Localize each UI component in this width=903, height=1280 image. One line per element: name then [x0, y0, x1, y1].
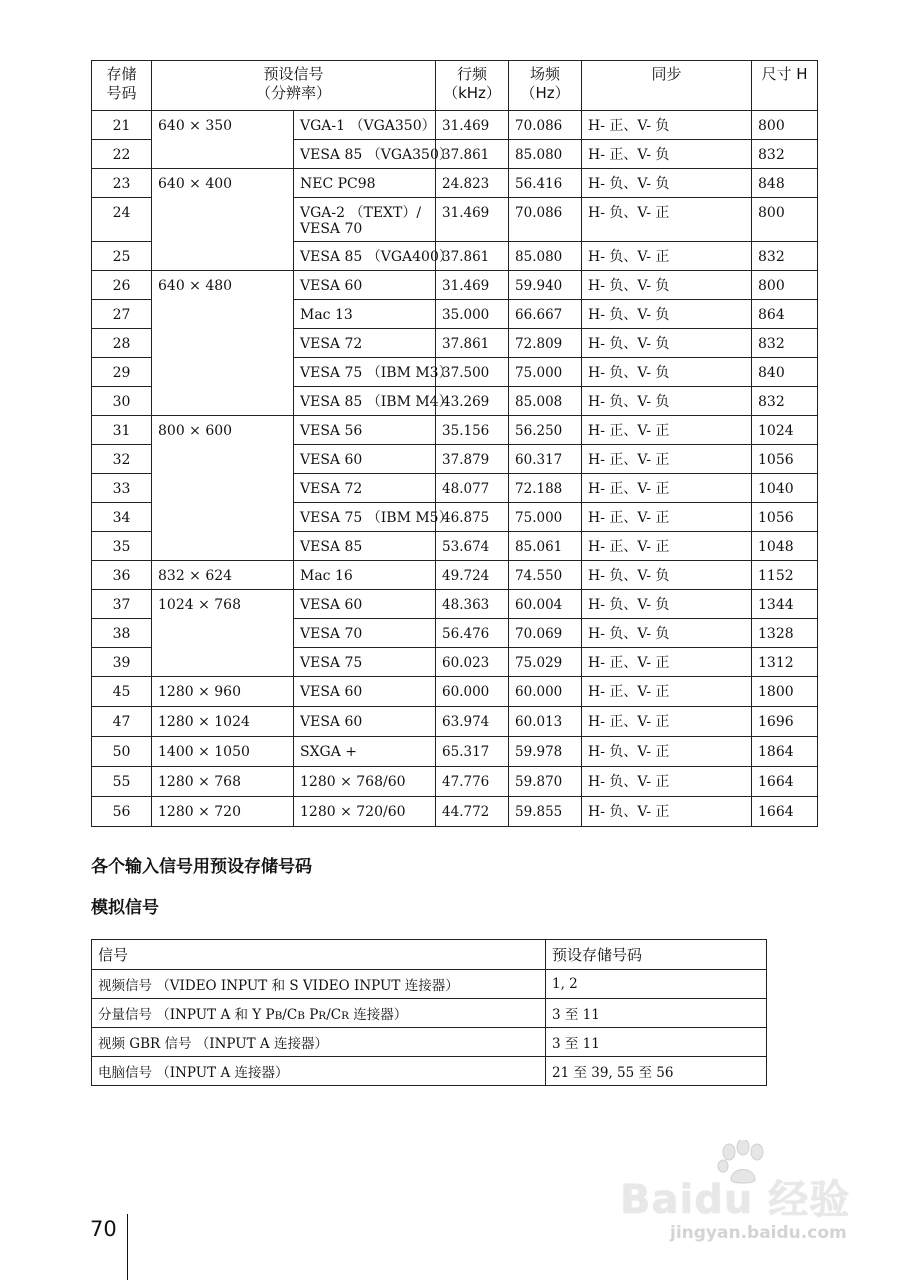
- signal-mode-cell: VESA 60: [294, 590, 436, 619]
- signal-mode-cell: VESA 60: [294, 271, 436, 300]
- v-frequency-cell: 56.250: [509, 416, 582, 445]
- table-row: [92, 590, 818, 619]
- signal-text: /C: [326, 1007, 342, 1023]
- header-preset-memory: 预设存储号码: [546, 940, 767, 970]
- signal-mode-cell: VESA 70: [294, 619, 436, 648]
- memory-number-cell: 25: [92, 242, 152, 271]
- baidu-watermark: [620, 1140, 880, 1250]
- memory-number-cell: 21: [92, 111, 152, 140]
- signal-text: /C: [282, 1007, 298, 1023]
- v-frequency-cell: 60.317: [509, 445, 582, 474]
- v-frequency-cell: 59.870: [509, 767, 582, 797]
- v-frequency-cell: 75.000: [509, 358, 582, 387]
- size-h-cell: 800: [752, 271, 818, 300]
- signal-mode-cell: VESA 60: [294, 445, 436, 474]
- header-sync: 同步: [582, 61, 752, 111]
- signal-text: P: [304, 1007, 319, 1023]
- signal-subscript: R: [318, 1010, 327, 1022]
- page-number: 70: [90, 1217, 117, 1241]
- signal-mode-cell: 1280 × 720/60: [294, 797, 436, 827]
- sync-cell: H- 负、V- 正: [582, 797, 752, 827]
- signal-text: 分量信号 （INPUT A 和 Y P: [98, 1007, 275, 1023]
- v-frequency-cell: 70.086: [509, 198, 582, 242]
- size-h-cell: 1048: [752, 532, 818, 561]
- header-memory-number: 存储 号码: [92, 61, 152, 111]
- table-row: [92, 561, 818, 590]
- h-frequency-cell: 53.674: [436, 532, 509, 561]
- size-h-cell: 1312: [752, 648, 818, 677]
- table-row: [92, 999, 767, 1028]
- v-frequency-cell: 74.550: [509, 561, 582, 590]
- signal-cell: [92, 999, 546, 1028]
- h-frequency-cell: 31.469: [436, 271, 509, 300]
- header-size-h: 尺寸 H: [752, 61, 818, 111]
- sync-cell: H- 负、V- 负: [582, 387, 752, 416]
- size-h-cell: 832: [752, 140, 818, 169]
- resolution-cell: 1400 × 1050: [152, 737, 294, 767]
- v-frequency-cell: 70.069: [509, 619, 582, 648]
- sync-cell: H- 正、V- 正: [582, 648, 752, 677]
- size-h-cell: 1864: [752, 737, 818, 767]
- h-frequency-cell: 37.879: [436, 445, 509, 474]
- sync-cell: H- 负、V- 负: [582, 300, 752, 329]
- sync-cell: H- 负、V- 正: [582, 737, 752, 767]
- v-frequency-cell: 59.940: [509, 271, 582, 300]
- header-v-frequency: 场频 （Hz）: [509, 61, 582, 111]
- size-h-cell: 1664: [752, 767, 818, 797]
- sync-cell: H- 正、V- 正: [582, 532, 752, 561]
- v-frequency-cell: 66.667: [509, 300, 582, 329]
- h-frequency-cell: 48.363: [436, 590, 509, 619]
- h-frequency-cell: 60.000: [436, 677, 509, 707]
- size-h-cell: 1152: [752, 561, 818, 590]
- size-h-cell: 832: [752, 387, 818, 416]
- memory-number-cell: 23: [92, 169, 152, 198]
- sync-cell: H- 正、V- 正: [582, 416, 752, 445]
- memory-number-cell: 36: [92, 561, 152, 590]
- memory-number-cell: 30: [92, 387, 152, 416]
- section-heading-analog-signal: 模拟信号: [91, 898, 159, 918]
- resolution-cell: 1280 × 768: [152, 767, 294, 797]
- size-h-cell: 800: [752, 111, 818, 140]
- signal-mode-cell: VESA 75 （IBM M5）: [294, 503, 436, 532]
- h-frequency-cell: 37.500: [436, 358, 509, 387]
- v-frequency-cell: 85.080: [509, 140, 582, 169]
- signal-subscript: B: [274, 1010, 283, 1022]
- h-frequency-cell: 65.317: [436, 737, 509, 767]
- preset-signal-table: [91, 60, 818, 827]
- resolution-cell: 640 × 480: [152, 271, 294, 416]
- watermark-url: jingyan.baidu.com: [670, 1223, 847, 1243]
- table-row: [92, 707, 818, 737]
- h-frequency-cell: 31.469: [436, 198, 509, 242]
- h-frequency-cell: 56.476: [436, 619, 509, 648]
- h-frequency-cell: 47.776: [436, 767, 509, 797]
- sync-cell: H- 负、V- 负: [582, 358, 752, 387]
- table-row: [92, 737, 818, 767]
- v-frequency-cell: 59.855: [509, 797, 582, 827]
- watermark-brand: Baidu 经验: [620, 1177, 851, 1223]
- sync-cell: H- 负、V- 负: [582, 590, 752, 619]
- v-frequency-cell: 75.000: [509, 503, 582, 532]
- resolution-cell: 1280 × 1024: [152, 707, 294, 737]
- memory-number-cell: 47: [92, 707, 152, 737]
- memory-cell: 1, 2: [546, 970, 767, 999]
- memory-number-cell: 32: [92, 445, 152, 474]
- memory-number-cell: 37: [92, 590, 152, 619]
- v-frequency-cell: 70.086: [509, 111, 582, 140]
- sync-cell: H- 正、V- 正: [582, 707, 752, 737]
- signal-mode-cell: VESA 85 （VGA350）: [294, 140, 436, 169]
- size-h-cell: 1056: [752, 445, 818, 474]
- size-h-cell: 1040: [752, 474, 818, 503]
- v-frequency-cell: 60.000: [509, 677, 582, 707]
- table-row: [92, 1057, 767, 1086]
- sync-cell: H- 负、V- 负: [582, 169, 752, 198]
- size-h-cell: 864: [752, 300, 818, 329]
- v-frequency-cell: 60.004: [509, 590, 582, 619]
- h-frequency-cell: 49.724: [436, 561, 509, 590]
- page-number-rule: [127, 1214, 128, 1280]
- memory-cell: 21 至 39, 55 至 56: [546, 1057, 767, 1086]
- section-heading-input-presets: 各个输入信号用预设存储号码: [91, 857, 312, 877]
- h-frequency-cell: 43.269: [436, 387, 509, 416]
- size-h-cell: 1328: [752, 619, 818, 648]
- size-h-cell: 1800: [752, 677, 818, 707]
- memory-number-cell: 45: [92, 677, 152, 707]
- h-frequency-cell: 37.861: [436, 329, 509, 358]
- v-frequency-cell: 72.809: [509, 329, 582, 358]
- resolution-cell: 832 × 624: [152, 561, 294, 590]
- size-h-cell: 800: [752, 198, 818, 242]
- sync-cell: H- 正、V- 负: [582, 111, 752, 140]
- v-frequency-cell: 59.978: [509, 737, 582, 767]
- signal-cell: 视频信号 （VIDEO INPUT 和 S VIDEO INPUT 连接器）: [92, 970, 546, 999]
- sync-cell: H- 正、V- 正: [582, 474, 752, 503]
- memory-number-cell: 34: [92, 503, 152, 532]
- table-row: [92, 271, 818, 300]
- signal-mode-cell: Mac 13: [294, 300, 436, 329]
- h-frequency-cell: 37.861: [436, 242, 509, 271]
- h-frequency-cell: 44.772: [436, 797, 509, 827]
- signal-cell: 视频 GBR 信号 （INPUT A 连接器）: [92, 1028, 546, 1057]
- signal-mode-cell: VESA 72: [294, 474, 436, 503]
- h-frequency-cell: 31.469: [436, 111, 509, 140]
- size-h-cell: 1344: [752, 590, 818, 619]
- signal-mode-cell: 1280 × 768/60: [294, 767, 436, 797]
- size-h-cell: 848: [752, 169, 818, 198]
- signal-mode-cell: VESA 85 （IBM M4）: [294, 387, 436, 416]
- table-row: [92, 169, 818, 198]
- table-row: [92, 767, 818, 797]
- size-h-cell: 1664: [752, 797, 818, 827]
- sync-cell: H- 负、V- 负: [582, 329, 752, 358]
- h-frequency-cell: 63.974: [436, 707, 509, 737]
- h-frequency-cell: 60.023: [436, 648, 509, 677]
- signal-mode-cell: VESA 85: [294, 532, 436, 561]
- signal-mode-cell: VESA 72: [294, 329, 436, 358]
- v-frequency-cell: 85.080: [509, 242, 582, 271]
- memory-number-cell: 26: [92, 271, 152, 300]
- sync-cell: H- 负、V- 正: [582, 242, 752, 271]
- memory-number-cell: 50: [92, 737, 152, 767]
- resolution-cell: 1280 × 720: [152, 797, 294, 827]
- v-frequency-cell: 72.188: [509, 474, 582, 503]
- size-h-cell: 1056: [752, 503, 818, 532]
- memory-number-cell: 29: [92, 358, 152, 387]
- v-frequency-cell: 56.416: [509, 169, 582, 198]
- v-frequency-cell: 85.061: [509, 532, 582, 561]
- signal-mode-cell: VESA 56: [294, 416, 436, 445]
- v-frequency-cell: 75.029: [509, 648, 582, 677]
- table-row: [92, 970, 767, 999]
- sync-cell: H- 负、V- 负: [582, 619, 752, 648]
- signal-mode-cell: VESA 75 （IBM M3）: [294, 358, 436, 387]
- table-row: [92, 1028, 767, 1057]
- size-h-cell: 1024: [752, 416, 818, 445]
- signal-mode-cell: NEC PC98: [294, 169, 436, 198]
- table-row: [92, 111, 818, 140]
- memory-cell: 3 至 11: [546, 999, 767, 1028]
- sync-cell: H- 正、V- 负: [582, 140, 752, 169]
- memory-number-cell: 38: [92, 619, 152, 648]
- memory-cell: 3 至 11: [546, 1028, 767, 1057]
- signal-mode-cell: VESA 60: [294, 707, 436, 737]
- size-h-cell: 840: [752, 358, 818, 387]
- memory-number-cell: 22: [92, 140, 152, 169]
- h-frequency-cell: 48.077: [436, 474, 509, 503]
- memory-number-cell: 33: [92, 474, 152, 503]
- v-frequency-cell: 60.013: [509, 707, 582, 737]
- size-h-cell: 1696: [752, 707, 818, 737]
- sync-cell: H- 负、V- 正: [582, 767, 752, 797]
- signal-mode-cell: SXGA +: [294, 737, 436, 767]
- header-preset-signal: 预设信号 （分辨率）: [152, 61, 436, 111]
- header-h-frequency: 行频 （kHz）: [436, 61, 509, 111]
- sync-cell: H- 正、V- 正: [582, 503, 752, 532]
- signal-mode-cell: VESA 85 （VGA400）: [294, 242, 436, 271]
- signal-mode-cell: VGA-1 （VGA350）: [294, 111, 436, 140]
- h-frequency-cell: 37.861: [436, 140, 509, 169]
- header-signal: 信号: [92, 940, 546, 970]
- h-frequency-cell: 35.156: [436, 416, 509, 445]
- sync-cell: H- 负、V- 负: [582, 271, 752, 300]
- signal-mode-cell: Mac 16: [294, 561, 436, 590]
- resolution-cell: 640 × 350: [152, 111, 294, 169]
- resolution-cell: 1280 × 960: [152, 677, 294, 707]
- signal-subscript: B: [297, 1010, 305, 1022]
- memory-number-cell: 55: [92, 767, 152, 797]
- memory-number-cell: 56: [92, 797, 152, 827]
- resolution-cell: 1024 × 768: [152, 590, 294, 677]
- sync-cell: H- 正、V- 正: [582, 677, 752, 707]
- memory-number-cell: 24: [92, 198, 152, 242]
- table-row: [92, 677, 818, 707]
- memory-number-cell: 35: [92, 532, 152, 561]
- table-row: [92, 797, 818, 827]
- v-frequency-cell: 85.008: [509, 387, 582, 416]
- signal-mode-cell: VGA-2 （TEXT）/ VESA 70: [294, 198, 436, 242]
- h-frequency-cell: 46.875: [436, 503, 509, 532]
- sync-cell: H- 负、V- 负: [582, 561, 752, 590]
- signal-subscript: R: [341, 1010, 349, 1022]
- sync-cell: H- 正、V- 正: [582, 445, 752, 474]
- signal-mode-cell: VESA 75: [294, 648, 436, 677]
- memory-number-cell: 31: [92, 416, 152, 445]
- resolution-cell: 800 × 600: [152, 416, 294, 561]
- memory-number-cell: 28: [92, 329, 152, 358]
- resolution-cell: 640 × 400: [152, 169, 294, 271]
- sync-cell: H- 负、V- 正: [582, 198, 752, 242]
- input-signal-table: [91, 939, 767, 1086]
- signal-text: 连接器）: [348, 1007, 408, 1023]
- h-frequency-cell: 24.823: [436, 169, 509, 198]
- signal-mode-cell: VESA 60: [294, 677, 436, 707]
- memory-number-cell: 27: [92, 300, 152, 329]
- table-row: [92, 416, 818, 445]
- size-h-cell: 832: [752, 242, 818, 271]
- size-h-cell: 832: [752, 329, 818, 358]
- h-frequency-cell: 35.000: [436, 300, 509, 329]
- signal-cell: 电脑信号 （INPUT A 连接器）: [92, 1057, 546, 1086]
- memory-number-cell: 39: [92, 648, 152, 677]
